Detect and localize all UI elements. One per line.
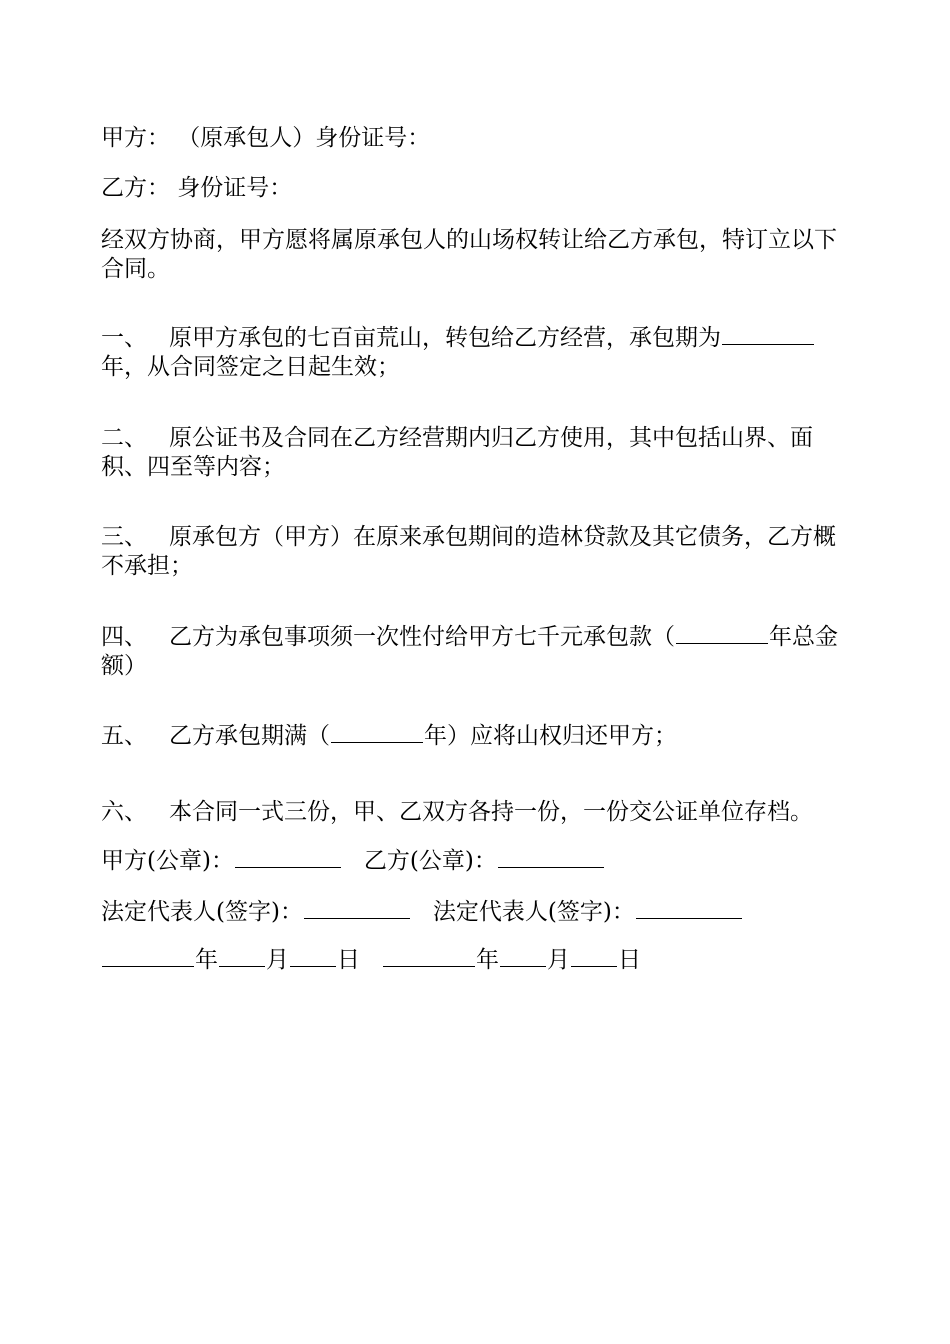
year-label: 年 [195, 947, 218, 973]
clause-text: 原甲方承包的七百亩荒山，转包给乙方经营，承包期为 [168, 325, 721, 351]
intro-paragraph: 经双方协商，甲方愿将属原承包人的山场权转让给乙方承包，特订立以下合同。 [101, 227, 837, 282]
date-b-year-blank[interactable] [383, 946, 475, 967]
clause-text: 本合同一式三份，甲、乙双方各持一份，一份交公证单位存档。 [168, 799, 813, 825]
clause-6 [101, 798, 853, 827]
clause-text: 乙方为承包事项须一次性付给甲方七千元承包款（ [168, 624, 675, 650]
date-a-day-blank[interactable] [290, 946, 336, 967]
day-label: 日 [617, 947, 641, 973]
party-a-seal-blank[interactable] [235, 847, 341, 868]
date-a-month-blank[interactable] [219, 946, 265, 967]
day-label: 日 [337, 947, 360, 973]
party-b-line: 乙方： 身份证号： [101, 175, 293, 201]
term-years-blank[interactable] [722, 324, 814, 345]
clause-text: 年总金额） [101, 624, 838, 679]
clause-text: 原公证书及合同在乙方经营期内归乙方使用，其中包括山界、面积、四至等内容； [101, 425, 813, 480]
clause-number: 四、 [101, 624, 147, 650]
clause-number: 六、 [101, 799, 147, 825]
month-label: 月 [546, 947, 570, 973]
clause-text: 原承包方（甲方）在原来承包期间的造林贷款及其它债务，乙方概不承担； [101, 524, 836, 579]
party-b-seal-label: 乙方(公章)： [363, 848, 497, 874]
rep-b-label: 法定代表人(签字)： [432, 899, 635, 925]
party-b-seal-blank[interactable] [498, 847, 604, 868]
clause-1 [101, 324, 853, 382]
rep-a-label: 法定代表人(签字)： [101, 899, 303, 925]
month-label: 月 [266, 947, 289, 973]
expiry-years-blank[interactable] [331, 722, 423, 743]
rep-a-blank[interactable] [304, 898, 410, 919]
clause-number: 三、 [101, 524, 147, 550]
clause-5 [101, 722, 853, 751]
clause-2 [101, 424, 853, 482]
total-years-blank[interactable] [676, 623, 768, 644]
date-b-day-blank[interactable] [571, 946, 617, 967]
party-a-line: 甲方： （原承包人）身份证号： [101, 125, 431, 151]
clause-text: 乙方承包期满（ [168, 723, 330, 749]
seal-line [101, 847, 853, 876]
rep-b-blank[interactable] [636, 898, 742, 919]
representative-line [101, 898, 853, 927]
date-b-month-blank[interactable] [500, 946, 546, 967]
clause-3 [101, 523, 853, 581]
clause-number: 五、 [101, 723, 147, 749]
clause-text: 年）应将山权归还甲方； [423, 723, 677, 749]
clause-text: 年，从合同签定之日起生效； [101, 354, 400, 380]
date-line [101, 946, 853, 975]
clause-4 [101, 623, 853, 681]
year-label: 年 [475, 947, 499, 973]
clause-number: 二、 [101, 425, 147, 451]
date-a-year-blank[interactable] [102, 946, 194, 967]
party-a-seal-label: 甲方(公章)： [101, 848, 234, 874]
clause-number: 一、 [101, 325, 147, 351]
